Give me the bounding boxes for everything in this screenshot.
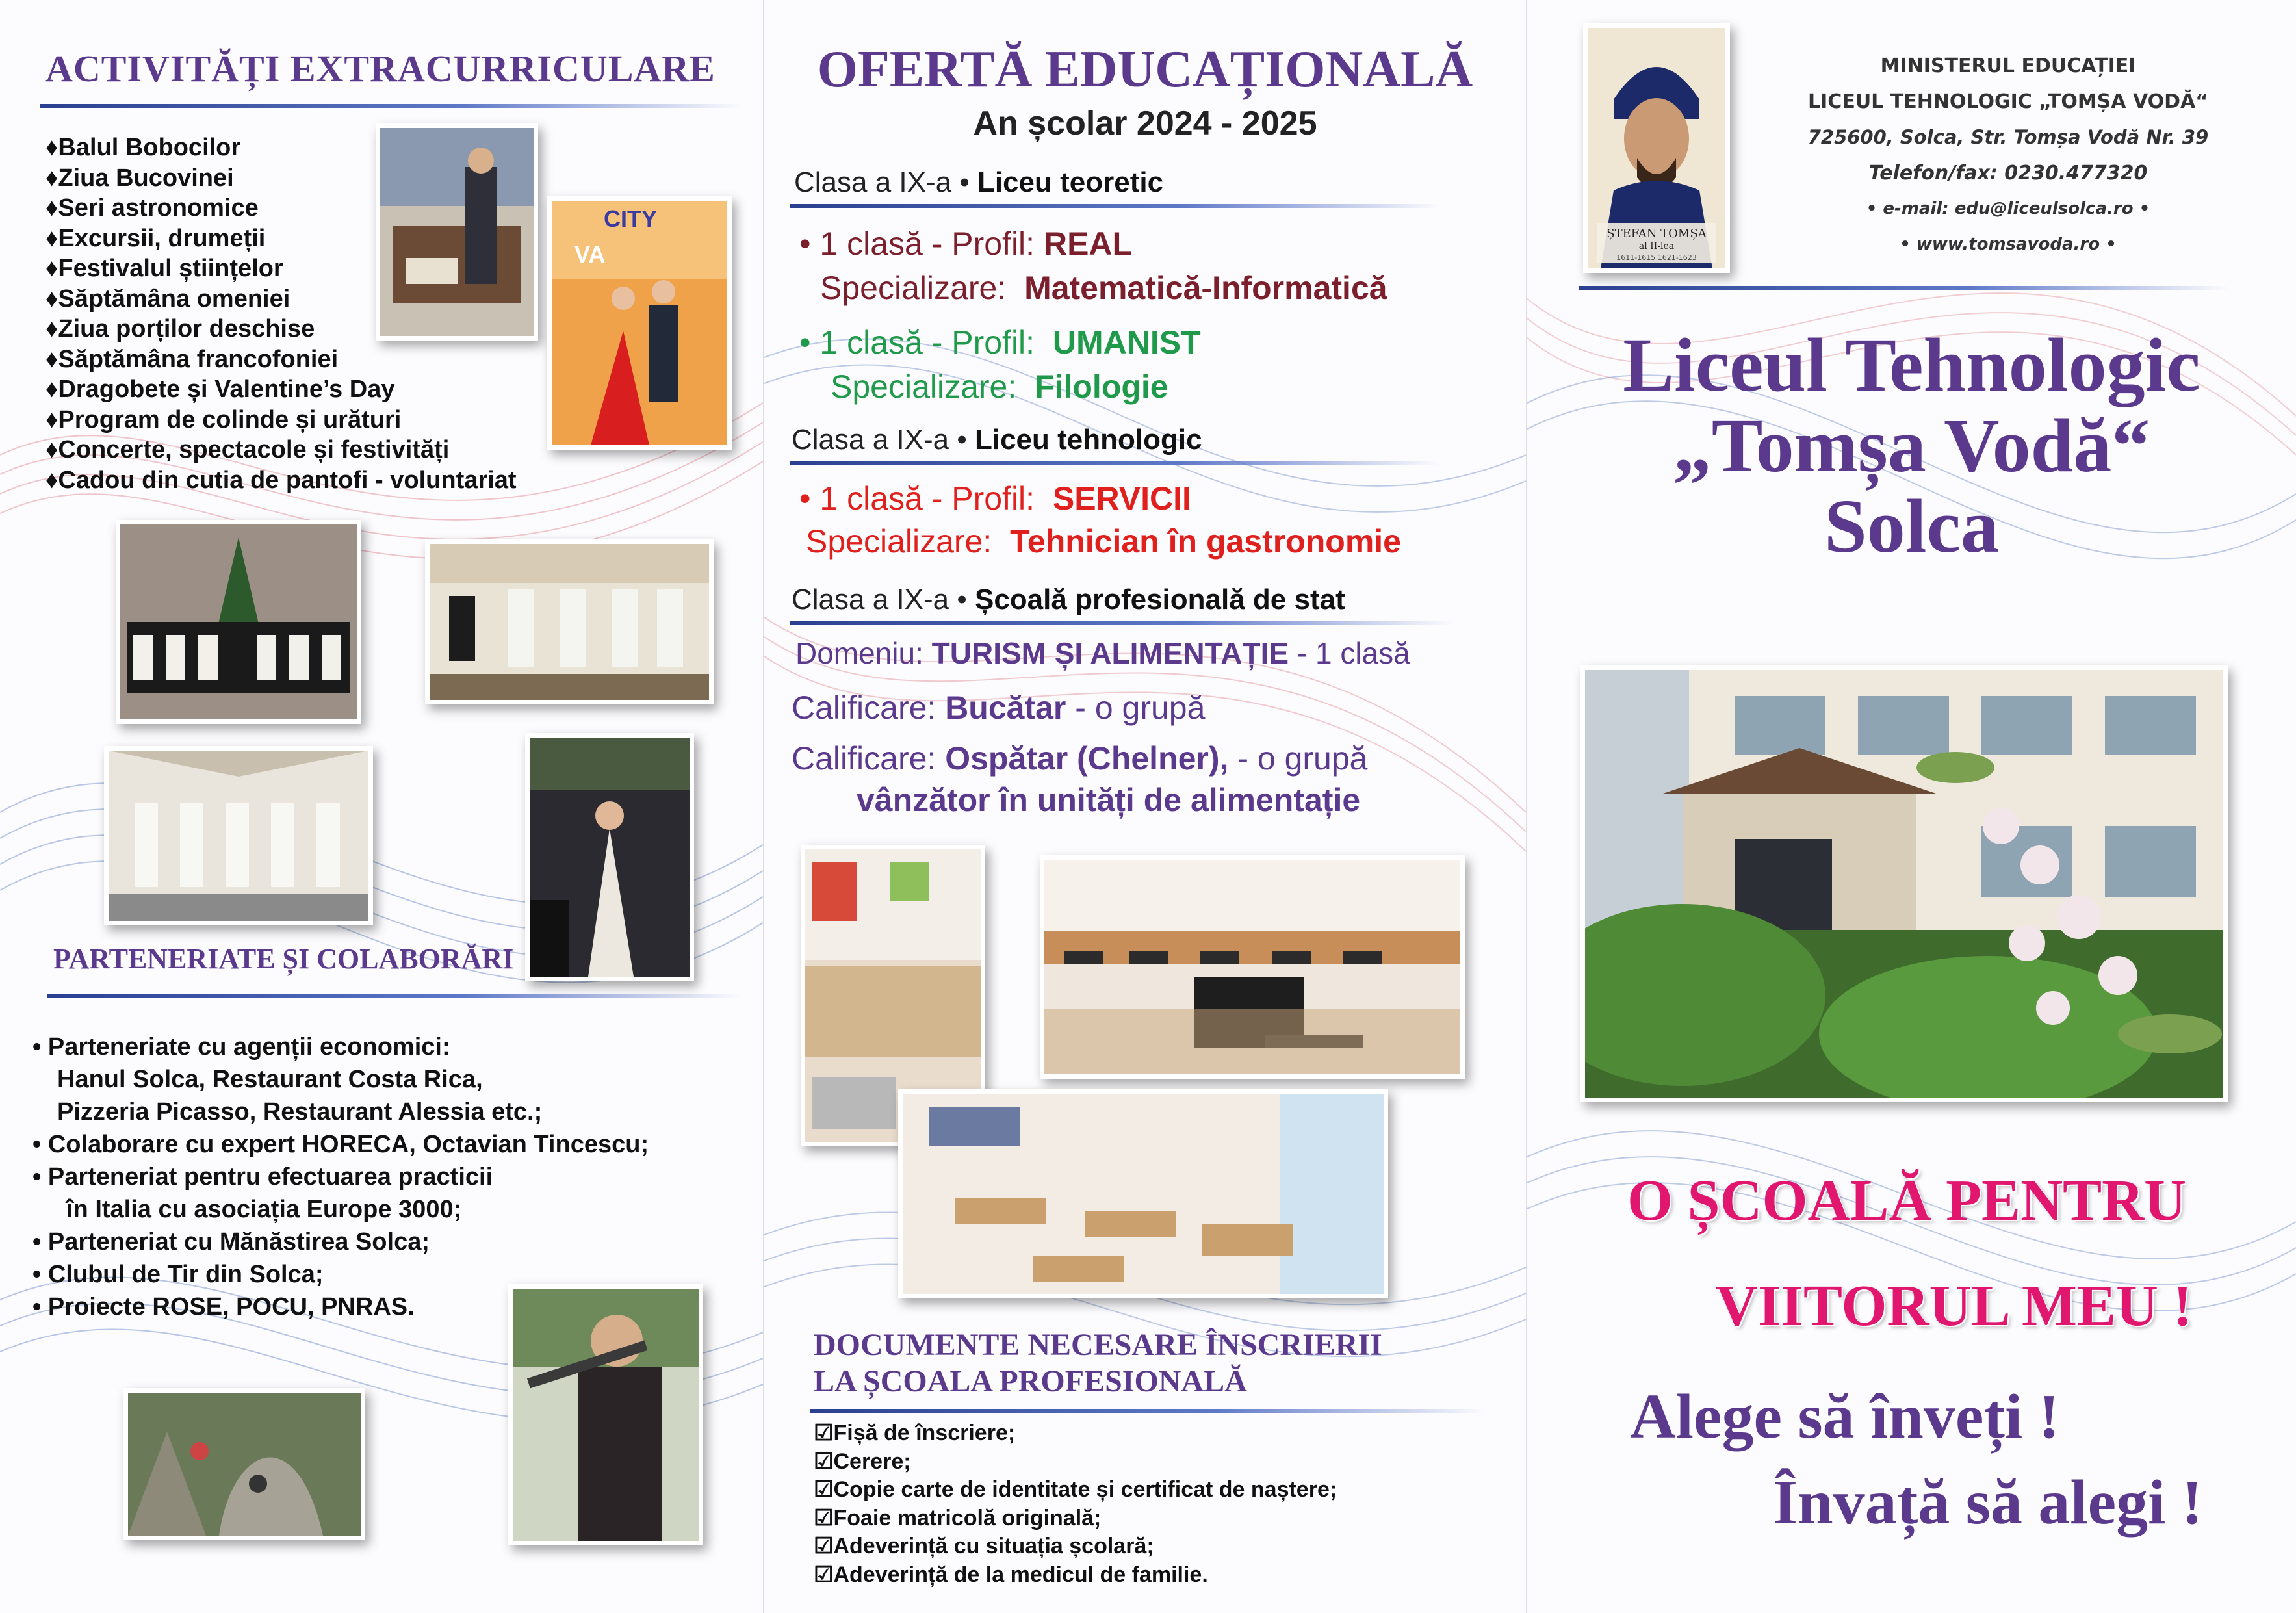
photo-exhibition — [376, 123, 538, 341]
photo-dancers — [547, 196, 732, 450]
banner-text-city: CITY — [604, 205, 658, 232]
photo-band — [425, 539, 714, 704]
list-item: ♦ Cadou din cutia de pantofi - voluntariat — [45, 465, 517, 496]
school-title — [1527, 322, 2296, 569]
school-address: 725600, Solca, Str. Tomșa Vodă Nr. 39 — [1807, 126, 2209, 148]
slogan-line-1: O ȘCOALĂ PENTRU — [1627, 1168, 2187, 1233]
list-item: în Italia cu asociația Europe 3000; — [66, 1196, 462, 1223]
partnerships-list — [32, 1031, 649, 1323]
theoretical-heading: Clasa a IX-a • Liceu teoretic — [794, 166, 1164, 198]
offer-title: OFERTĂ EDUCAȚIONALĂ — [817, 41, 1473, 98]
list-item: ♦ Ziua porților deschise — [45, 314, 517, 344]
documents-title-line-1: DOCUMENTE NECESARE ÎNSCRIERII — [814, 1328, 1382, 1362]
photo-computer-lab — [1040, 855, 1465, 1079]
list-item: ☑ Foaie matricolă originală; — [814, 1504, 1337, 1533]
list-item: ☑ Adeverință de la medicul de familie. — [814, 1561, 1337, 1590]
documents-underline — [810, 1409, 1486, 1413]
school-title-line-3: Solca — [1824, 484, 1999, 569]
activities-title: ACTIVITĂȚI EXTRACURRICULARE — [45, 47, 716, 90]
photo-restaurant — [898, 1089, 1388, 1298]
real-specialization-line: Specializare: Matematică-Informatică — [820, 270, 1387, 306]
motto-line-2: Învață să alegi ! — [1773, 1467, 2203, 1538]
school-title-line-1: Liceul Tehnologic — [1623, 322, 2200, 407]
qualification-waiter-line: Calificare: Ospătar (Chelner), - o grupă — [792, 740, 1368, 777]
documents-title — [814, 1327, 1382, 1400]
services-profile-line: • 1 clasă - Profil: SERVICII — [799, 480, 1191, 517]
school-name-upper: LICEUL TEHNOLOGIC „TOMȘA VODĂ“ — [1808, 90, 2208, 113]
list-item: • Proiecte ROSE, POCU, PNRAS. — [32, 1293, 415, 1321]
list-item: ☑ Copie carte de identitate și certificat de naștere; — [814, 1476, 1337, 1504]
list-item: ☑ Fișă de înscriere; — [814, 1419, 1337, 1448]
school-title-line-2: „Tomșa Vodă“ — [1673, 403, 2150, 488]
list-item: ♦ Program de colinde și urături — [45, 405, 517, 435]
list-item: ♦ Săptămâna omeniei — [45, 284, 517, 315]
professional-underline — [790, 621, 1453, 625]
motto-line-1: Alege să înveți ! — [1630, 1382, 2060, 1452]
humanist-profile-line: • 1 clasă - Profil: UMANIST — [799, 324, 1201, 361]
list-item: • Parteneriate cu agenții economici: — [32, 1033, 450, 1061]
theoretical-underline — [790, 204, 1440, 208]
portrait-caption-years: 1611-1615 1621-1623 — [1616, 253, 1697, 262]
left-panel — [0, 0, 763, 1613]
list-item: ♦ Concerte, spectacole și festivități — [45, 435, 517, 465]
partnerships-title-underline — [47, 994, 742, 998]
partnerships-title: PARTENERIATE ȘI COLABORĂRI — [53, 943, 514, 975]
school-website[interactable]: • www.tomsavoda.ro • — [1900, 235, 2117, 254]
professional-heading: Clasa a IX-a • Școală profesională de stat — [792, 584, 1345, 615]
documents-title-line-2: LA ȘCOALA PROFESIONALĂ — [814, 1364, 1247, 1399]
list-item: ♦ Excursii, drumeții — [45, 224, 517, 254]
school-year: An școlar 2024 - 2025 — [973, 105, 1317, 142]
technological-heading: Clasa a IX-a • Liceu tehnologic — [792, 424, 1202, 456]
photo-choir — [116, 520, 361, 724]
list-item: ♦ Săptămâna francofoniei — [45, 344, 517, 375]
list-item: ☑ Adeverință cu situația școlară; — [814, 1532, 1337, 1561]
list-item: ☑ Cerere; — [814, 1448, 1337, 1477]
list-item: ♦ Seri astronomice — [45, 193, 517, 224]
technological-underline — [790, 461, 1440, 465]
photo-singer — [525, 733, 694, 981]
school-email[interactable]: • e-mail: edu@liceulsolca.ro • — [1866, 199, 2150, 218]
documents-list — [814, 1419, 1337, 1589]
banner-text-va: VA — [574, 241, 606, 268]
ministry-name: MINISTERUL EDUCAȚIEI — [1880, 55, 2136, 77]
photo-hiking — [123, 1388, 365, 1540]
qualification-cook-line: Calificare: Bucătar - o grupă — [792, 690, 1206, 726]
list-item: • Parteneriat cu Mănăstirea Solca; — [32, 1228, 430, 1256]
photo-shooting — [508, 1284, 703, 1545]
list-item: ♦ Balul Bobocilor — [45, 133, 517, 163]
real-profile-line: • 1 clasă - Profil: REAL — [799, 226, 1133, 262]
humanist-specialization-line: Specializare: Filologie — [831, 368, 1168, 405]
list-item: Hanul Solca, Restaurant Costa Rica, — [57, 1066, 483, 1093]
list-item: • Parteneriat pentru efectuarea practicii — [32, 1163, 493, 1191]
list-item: ♦ Dragobete și Valentine’s Day — [45, 374, 517, 405]
portrait-caption-name: ȘTEFAN TOMȘA — [1606, 227, 1707, 240]
slogan-line-2: VIITORUL MEU ! — [1716, 1274, 2193, 1338]
portrait-image — [1588, 28, 1725, 268]
services-specialization-line: Specializare: Tehnician în gastronomie — [806, 523, 1401, 560]
list-item: Pizzeria Picasso, Restaurant Alessia etc.; — [57, 1098, 543, 1126]
activities-title-underline — [40, 104, 742, 108]
middle-panel — [764, 0, 1526, 1613]
domain-line: Domeniu: TURISM ȘI ALIMENTAȚIE - 1 clasă — [795, 636, 1410, 670]
list-item: • Colaborare cu expert HORECA, Octavian Tincescu; — [32, 1131, 649, 1158]
portrait-stefan-tomsa — [1583, 23, 1730, 273]
list-item: ♦ Festivalul științelor — [45, 253, 517, 284]
contact-block — [1761, 48, 2255, 263]
portrait-caption-title: al II-lea — [1638, 241, 1675, 252]
photo-folk-dance — [104, 746, 373, 925]
list-item: ♦ Ziua Bucovinei — [45, 163, 517, 194]
qualification-waiter-line-2: vânzător în unități de alimentație — [857, 782, 1361, 818]
right-panel — [1527, 0, 2296, 1613]
school-building-photo — [1580, 665, 2228, 1102]
header-underline — [1579, 286, 2229, 290]
list-item: • Clubul de Tir din Solca; — [32, 1261, 324, 1288]
school-phone: Telefon/fax: 0230.477320 — [1868, 162, 2148, 185]
